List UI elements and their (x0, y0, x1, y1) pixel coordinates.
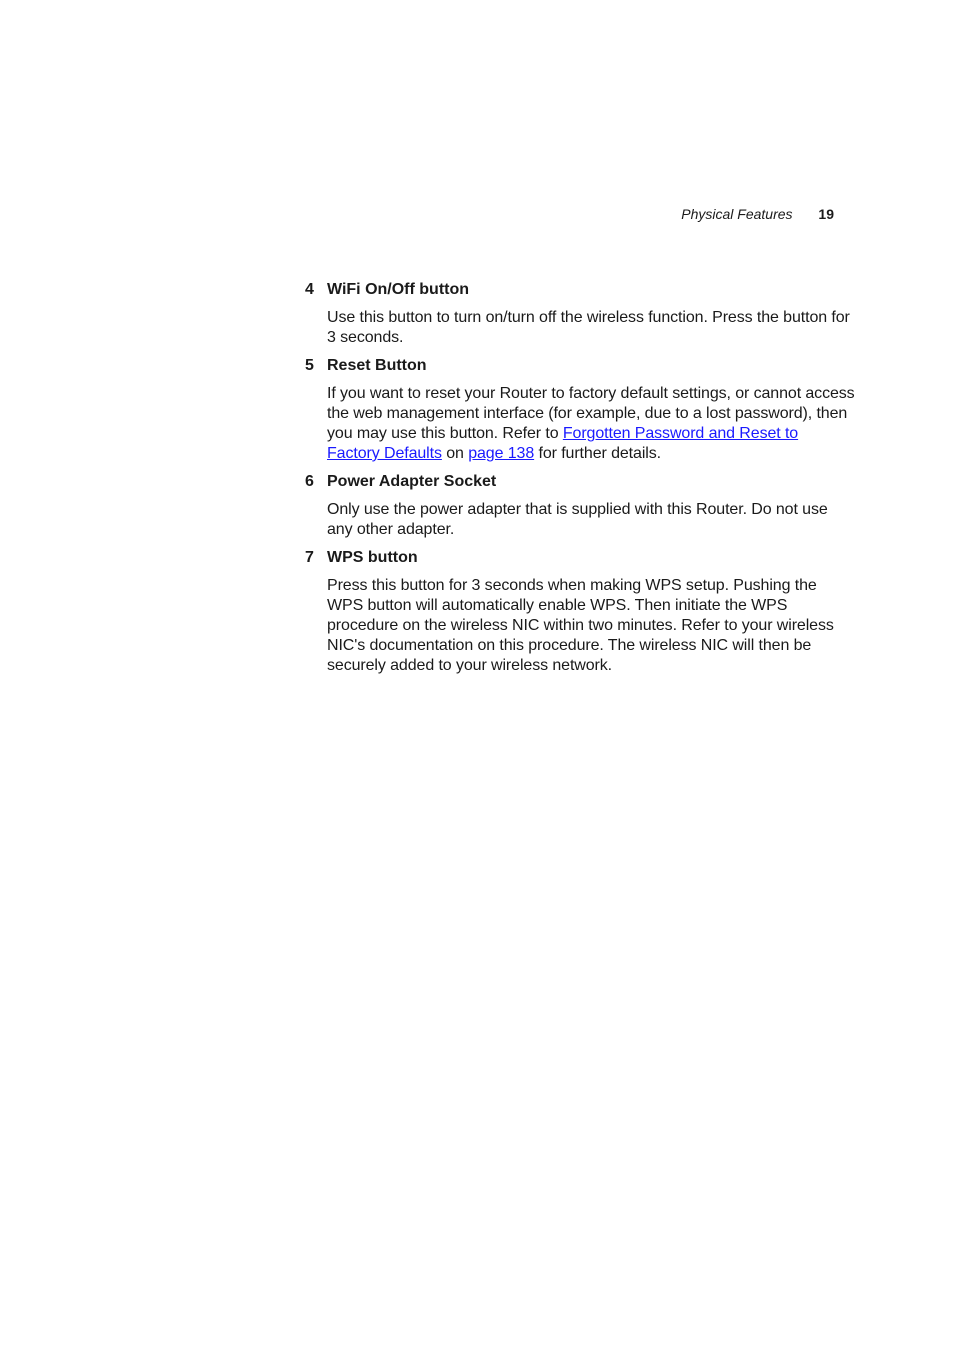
feature-list (305, 280, 855, 684)
description-text: If you want to reset your Router to factory default settings, or cannot access the web management interface (for example, due to a lost password), then you may use this button. Refer to (327, 385, 855, 442)
feature-title: WPS button (327, 549, 418, 566)
feature-item-reset-button (305, 356, 855, 464)
description-text: for further details. (534, 445, 661, 462)
feature-description (305, 384, 855, 464)
feature-heading (305, 472, 855, 492)
feature-heading (305, 280, 855, 300)
feature-number: 6 (305, 473, 314, 490)
feature-description: Use this button to turn on/turn off the wireless function. Press the button for 3 seconds. (327, 309, 850, 346)
feature-item-wifi-button (305, 280, 855, 348)
feature-title: Power Adapter Socket (327, 473, 497, 490)
feature-item-wps-button (305, 548, 855, 676)
description-text: on (441, 445, 469, 462)
feature-description: Press this button for 3 seconds when making WPS setup. Pushing the WPS button will automatically enable WPS. Then initiate the WPS procedure on the wireless NIC within two minutes. Refer to your wireless NIC's documentation on this procedure. The wireless NIC will then be securely added to your wireless network. (327, 577, 834, 674)
reset-defaults-link[interactable]: Forgotten Password and Reset to Factory Defaults (327, 425, 799, 462)
feature-title: WiFi On/Off button (327, 281, 470, 298)
feature-number: 5 (305, 357, 314, 374)
header-section-name: Physical Features (681, 206, 793, 222)
feature-description: Only use the power adapter that is supplied with this Router. Do not use any other adapter. (327, 501, 828, 538)
page-reference-link[interactable]: page 138 (468, 445, 535, 462)
running-header (681, 205, 834, 223)
feature-heading (305, 548, 855, 568)
page-number: 19 (818, 206, 834, 222)
feature-item-power-socket (305, 472, 855, 540)
feature-title: Reset Button (327, 357, 427, 374)
feature-number: 4 (305, 281, 314, 298)
feature-number: 7 (305, 549, 314, 566)
feature-heading (305, 356, 855, 376)
